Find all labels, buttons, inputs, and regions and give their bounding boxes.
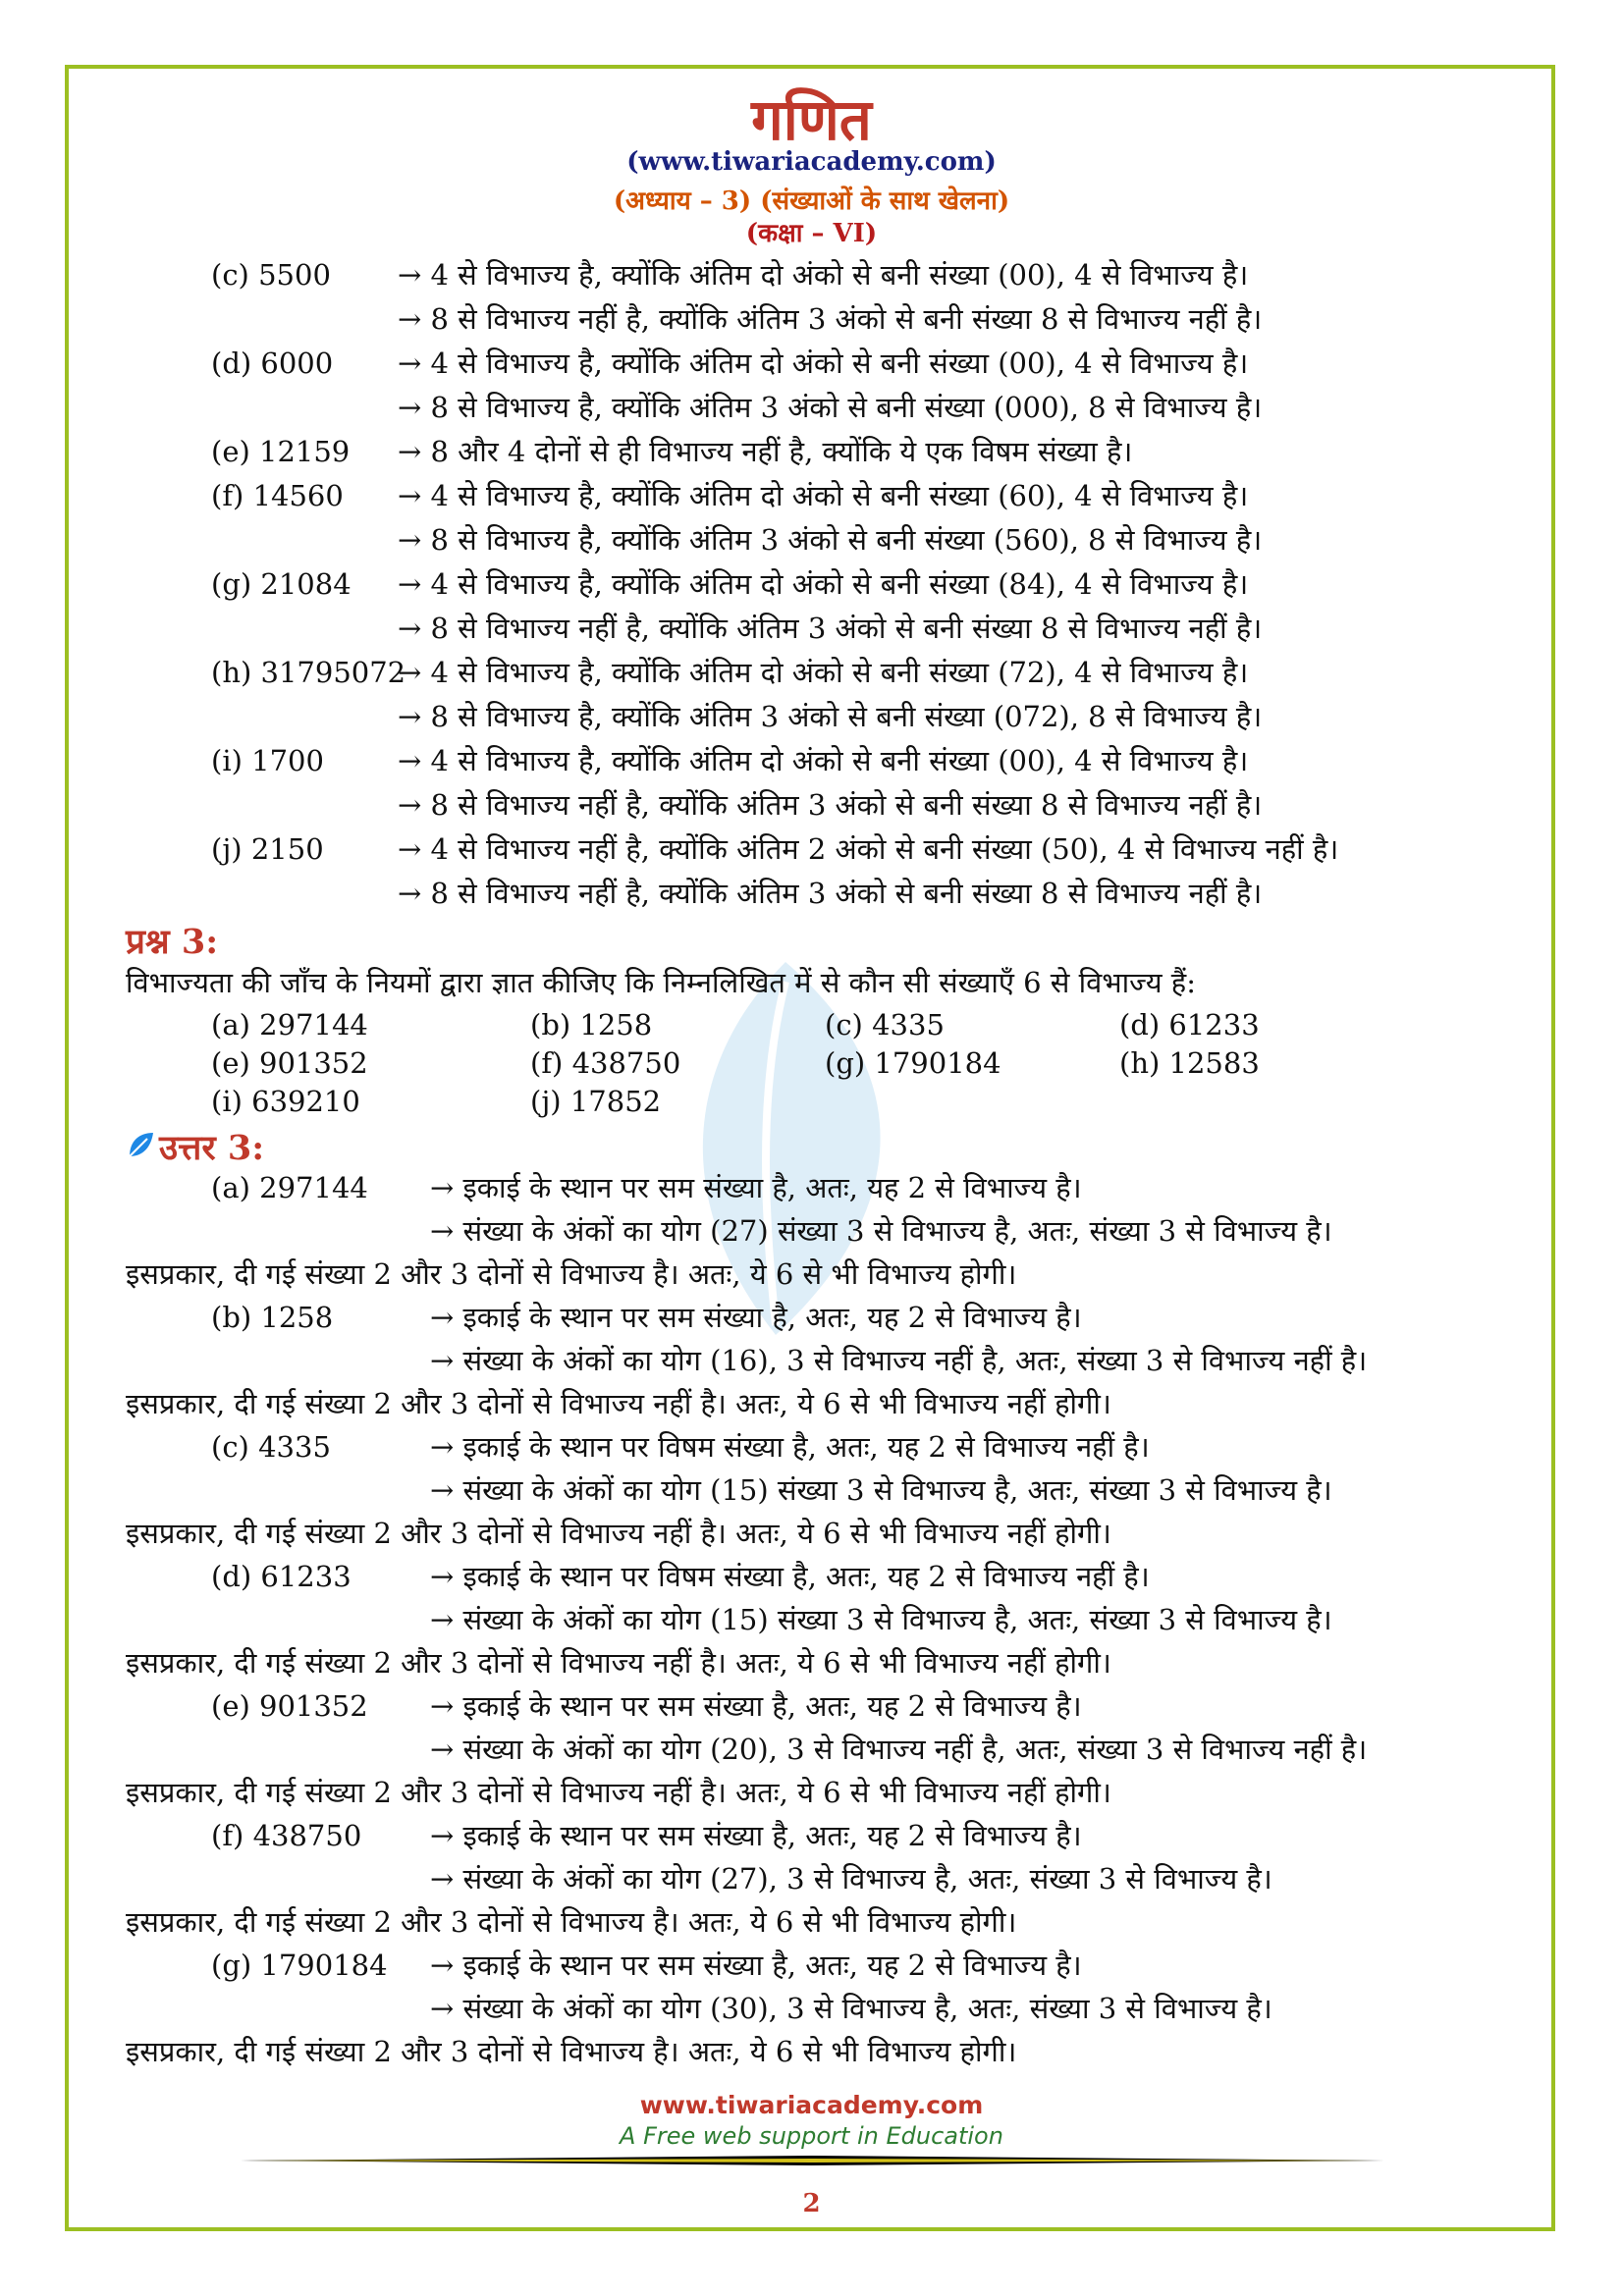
- line-text: → 4 से विभाज्य है, क्योंकि अंतिम दो अंको से बनी संख्या (72), 4 से विभाज्य है।: [398, 656, 1249, 689]
- answer-conclusion: इसप्रकार, दी गई संख्या 2 और 3 दोनों से विभाज्य नहीं है। अतः, ये 6 से भी विभाज्य नहीं होगी।: [126, 1776, 1111, 1809]
- header-chapter: (अध्याय – 3) (संख्याओं के साथ खेलना): [613, 187, 1010, 216]
- option-b: (b) 1258: [530, 1008, 653, 1041]
- answer-label: (d) 61233: [211, 1560, 352, 1593]
- answer-label: (a) 297144: [211, 1171, 368, 1204]
- footer-tagline: A Free web support in Education: [620, 2122, 1003, 2150]
- line-text: → 8 से विभाज्य है, क्योंकि अंतिम 3 अंको से बनी संख्या (072), 8 से विभाज्य है।: [398, 700, 1263, 733]
- header-class: (कक्षा – VI): [745, 219, 878, 248]
- line-label: (f) 14560: [211, 479, 344, 512]
- page-number: 2: [802, 2189, 821, 2218]
- line-text: → 4 से विभाज्य है, क्योंकि अंतिम दो अंको से बनी संख्या (60), 4 से विभाज्य है।: [398, 479, 1249, 512]
- header-website: (www.tiwariacademy.com): [626, 147, 997, 177]
- line-label: (c) 5500: [211, 258, 331, 292]
- answer-conclusion: इसप्रकार, दी गई संख्या 2 और 3 दोनों से विभाज्य नहीं है। अतः, ये 6 से भी विभाज्य नहीं होगी।: [126, 1517, 1111, 1550]
- answer-heading: उत्तर 3:: [159, 1128, 265, 1168]
- answer-line-2: → संख्या के अंकों का योग (20), 3 से विभाज्य नहीं है, अतः, संख्या 3 से विभाज्य नहीं है।: [430, 1733, 1368, 1766]
- option-f: (f) 438750: [530, 1046, 681, 1080]
- line-text: → 4 से विभाज्य है, क्योंकि अंतिम दो अंको से बनी संख्या (00), 4 से विभाज्य है।: [398, 347, 1249, 380]
- footer-website-link[interactable]: www.tiwariacademy.com: [639, 2091, 984, 2119]
- option-j: (j) 17852: [530, 1085, 662, 1118]
- answer-line-1: → इकाई के स्थान पर सम संख्या है, अतः, यह 2 से विभाज्य है।: [430, 1689, 1082, 1723]
- answer-line-1: → इकाई के स्थान पर विषम संख्या है, अतः, यह 2 से विभाज्य नहीं है।: [430, 1430, 1150, 1464]
- answer-line-1: → इकाई के स्थान पर विषम संख्या है, अतः, यह 2 से विभाज्य नहीं है।: [430, 1560, 1150, 1593]
- footer-divider: [241, 2156, 1384, 2165]
- answer-line-2: → संख्या के अंकों का योग (16), 3 से विभाज्य नहीं है, अतः, संख्या 3 से विभाज्य नहीं है।: [430, 1344, 1368, 1377]
- answer-line-2: → संख्या के अंकों का योग (30), 3 से विभाज्य है, अतः, संख्या 3 से विभाज्य है।: [430, 1992, 1272, 2025]
- leaf-logo-icon: [126, 1129, 155, 1160]
- line-text: → 4 से विभाज्य है, क्योंकि अंतिम दो अंको से बनी संख्या (00), 4 से विभाज्य है।: [398, 258, 1249, 292]
- line-label: (g) 21084: [211, 567, 352, 601]
- option-e: (e) 901352: [211, 1046, 368, 1080]
- line-label: (i) 1700: [211, 744, 324, 777]
- line-text: → 8 से विभाज्य नहीं है, क्योंकि अंतिम 3 अंको से बनी संख्या 8 से विभाज्य नहीं है।: [398, 302, 1263, 336]
- option-d: (d) 61233: [1119, 1008, 1260, 1041]
- option-h: (h) 12583: [1119, 1046, 1260, 1080]
- answer-conclusion: इसप्रकार, दी गई संख्या 2 और 3 दोनों से विभाज्य है। अतः, ये 6 से भी विभाज्य होगी।: [126, 2035, 1017, 2068]
- answer-label: (f) 438750: [211, 1819, 362, 1852]
- answer-line-1: → इकाई के स्थान पर सम संख्या है, अतः, यह 2 से विभाज्य है।: [430, 1171, 1082, 1204]
- line-text: → 4 से विभाज्य है, क्योंकि अंतिम दो अंको से बनी संख्या (84), 4 से विभाज्य है।: [398, 567, 1249, 601]
- answer-label: (b) 1258: [211, 1301, 334, 1334]
- line-text: → 4 से विभाज्य नहीं है, क्योंकि अंतिम 2 अंको से बनी संख्या (50), 4 से विभाज्य नहीं है।: [398, 832, 1339, 866]
- answer-conclusion: इसप्रकार, दी गई संख्या 2 और 3 दोनों से विभाज्य है। अतः, ये 6 से भी विभाज्य होगी।: [126, 1257, 1017, 1291]
- line-label: (d) 6000: [211, 347, 334, 380]
- answer-label: (c) 4335: [211, 1430, 331, 1464]
- answer-line-2: → संख्या के अंकों का योग (15) संख्या 3 से विभाज्य है, अतः, संख्या 3 से विभाज्य है।: [430, 1473, 1332, 1507]
- answer-line-1: → इकाई के स्थान पर सम संख्या है, अतः, यह 2 से विभाज्य है।: [430, 1949, 1082, 1982]
- answer-line-2: → संख्या के अंकों का योग (15) संख्या 3 से विभाज्य है, अतः, संख्या 3 से विभाज्य है।: [430, 1603, 1332, 1636]
- page-title: गणित: [751, 86, 872, 153]
- line-text: → 8 से विभाज्य नहीं है, क्योंकि अंतिम 3 अंको से बनी संख्या 8 से विभाज्य नहीं है।: [398, 612, 1263, 645]
- tiwari-academy-watermark-icon: [609, 942, 962, 1355]
- option-c: (c) 4335: [825, 1008, 945, 1041]
- line-label: (j) 2150: [211, 832, 324, 866]
- answer-conclusion: इसप्रकार, दी गई संख्या 2 और 3 दोनों से विभाज्य नहीं है। अतः, ये 6 से भी विभाज्य नहीं होगी।: [126, 1387, 1111, 1420]
- option-a: (a) 297144: [211, 1008, 368, 1041]
- answer-label: (g) 1790184: [211, 1949, 388, 1982]
- line-text: → 8 और 4 दोनों से ही विभाज्य नहीं है, क्योंकि ये एक विषम संख्या है।: [398, 435, 1133, 468]
- line-text: → 4 से विभाज्य है, क्योंकि अंतिम दो अंको से बनी संख्या (00), 4 से विभाज्य है।: [398, 744, 1249, 777]
- answer-conclusion: इसप्रकार, दी गई संख्या 2 और 3 दोनों से विभाज्य है। अतः, ये 6 से भी विभाज्य होगी।: [126, 1905, 1017, 1939]
- line-text: → 8 से विभाज्य नहीं है, क्योंकि अंतिम 3 अंको से बनी संख्या 8 से विभाज्य नहीं है।: [398, 788, 1263, 822]
- line-text: → 8 से विभाज्य है, क्योंकि अंतिम 3 अंको से बनी संख्या (000), 8 से विभाज्य है।: [398, 391, 1263, 424]
- question-heading: प्रश्न 3:: [126, 922, 219, 962]
- line-text: → 8 से विभाज्य नहीं है, क्योंकि अंतिम 3 अंको से बनी संख्या 8 से विभाज्य नहीं है।: [398, 877, 1263, 910]
- line-label: (e) 12159: [211, 435, 351, 468]
- option-i: (i) 639210: [211, 1085, 360, 1118]
- answer-line-1: → इकाई के स्थान पर सम संख्या है, अतः, यह 2 से विभाज्य है।: [430, 1819, 1082, 1852]
- answer-label: (e) 901352: [211, 1689, 368, 1723]
- line-text: → 8 से विभाज्य है, क्योंकि अंतिम 3 अंको से बनी संख्या (560), 8 से विभाज्य है।: [398, 523, 1263, 557]
- answer-conclusion: इसप्रकार, दी गई संख्या 2 और 3 दोनों से विभाज्य नहीं है। अतः, ये 6 से भी विभाज्य नहीं होगी।: [126, 1646, 1111, 1680]
- question-text: विभाज्यता की जाँच के नियमों द्वारा ज्ञात कीजिए कि निम्नलिखित में से कौन सी संख्याएँ 6 से विभाज्य हैं:: [126, 966, 1196, 999]
- answer-line-2: → संख्या के अंकों का योग (27) संख्या 3 से विभाज्य है, अतः, संख्या 3 से विभाज्य है।: [430, 1214, 1332, 1248]
- option-g: (g) 1790184: [825, 1046, 1001, 1080]
- line-label: (h) 31795072: [211, 656, 406, 689]
- answer-line-1: → इकाई के स्थान पर सम संख्या है, अतः, यह 2 से विभाज्य है।: [430, 1301, 1082, 1334]
- answer-line-2: → संख्या के अंकों का योग (27), 3 से विभाज्य है, अतः, संख्या 3 से विभाज्य है।: [430, 1862, 1272, 1896]
